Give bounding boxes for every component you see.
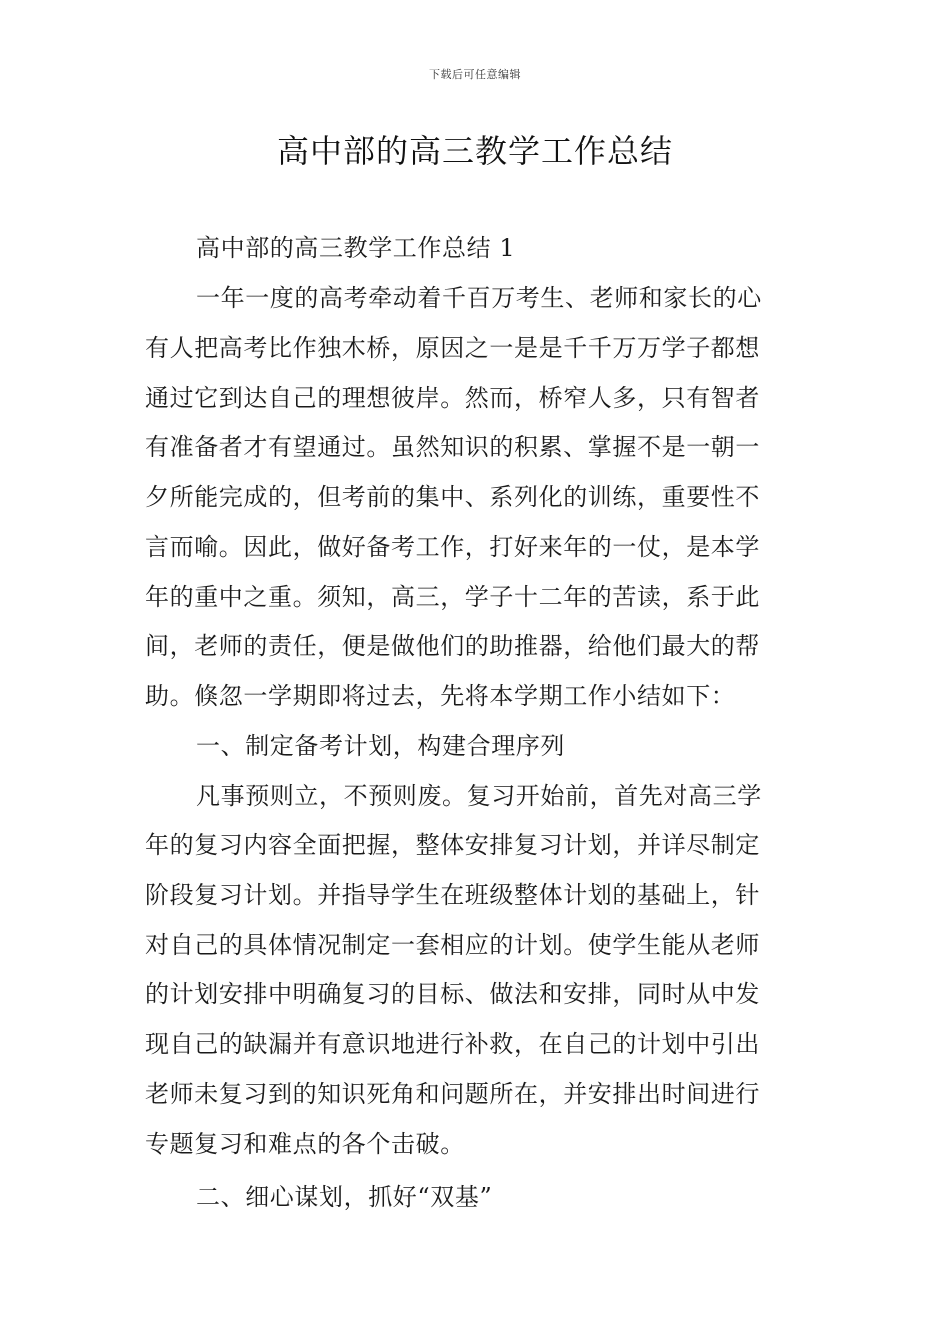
paragraph-line: 凡事预则立，不预则废。复习开始前，首先对高三学 <box>196 782 762 810</box>
paragraph-line: 有人把高考比作独木桥，原因之一是是千千万万学子都想 <box>145 334 760 362</box>
paragraph-line: 间，老师的责任，便是做他们的助推器，给他们最大的帮 <box>145 632 760 660</box>
paragraph-line: 的计划安排中明确复习的目标、做法和安排，同时从中发 <box>145 980 760 1008</box>
page-title: 高中部的高三教学工作总结 <box>276 132 673 170</box>
paragraph-line: 一年一度的高考牵动着千百万考生、老师和家长的心 <box>196 284 762 312</box>
section-heading: 一、制定备考计划，构建合理序列 <box>196 732 565 760</box>
paragraph-line: 年的重中之重。须知，高三，学子十二年的苦读，系于此 <box>145 583 760 611</box>
paragraph-line: 言而喻。因此，做好备考工作，打好来年的一仗，是本学 <box>145 533 760 561</box>
paragraph-line: 对自己的具体情况制定一套相应的计划。使学生能从老师 <box>145 931 760 959</box>
paragraph-line: 专题复习和难点的各个击破。 <box>145 1130 465 1158</box>
paragraph-line: 老师未复习到的知识死角和问题所在，并安排出时间进行 <box>145 1080 760 1108</box>
paragraph-line: 有准备者才有望通过。虽然知识的积累、掌握不是一朝一 <box>145 433 760 461</box>
paragraph-line: 阶段复习计划。并指导学生在班级整体计划的基础上，针 <box>145 881 760 909</box>
paragraph-line: 通过它到达自己的理想彼岸。然而，桥窄人多，只有智者 <box>145 384 760 412</box>
section-subtitle: 高中部的高三教学工作总结 1 <box>196 234 516 262</box>
paragraph-line: 助。倏忽一学期即将过去，先将本学期工作小结如下： <box>145 682 736 710</box>
header-note: 下载后可任意编辑 <box>429 68 521 81</box>
paragraph-line: 年的复习内容全面把握，整体安排复习计划，并详尽制定 <box>145 831 760 859</box>
section-heading: 二、细心谋划，抓好“双基” <box>196 1183 493 1211</box>
paragraph-line: 现自己的缺漏并有意识地进行补救，在自己的计划中引出 <box>145 1030 760 1058</box>
paragraph-line: 夕所能完成的，但考前的集中、系列化的训练，重要性不 <box>145 483 760 511</box>
